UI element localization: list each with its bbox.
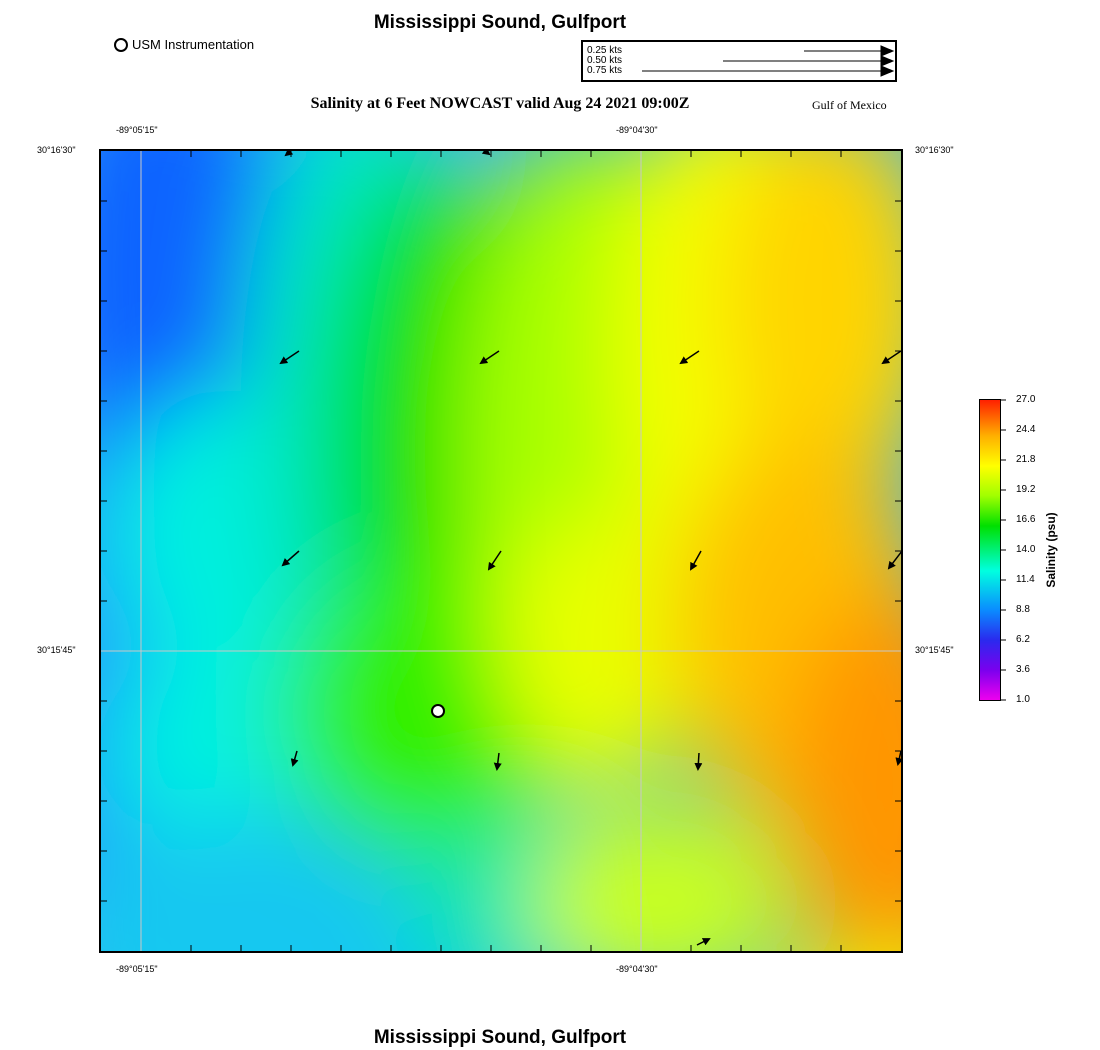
speed-label-3: 0.75 kts xyxy=(587,65,623,76)
colorbar-label: 3.6 xyxy=(1016,664,1030,675)
colorbar-label: 11.4 xyxy=(1016,574,1035,585)
bottom-lon-label-1: -89°05'15" xyxy=(116,964,158,974)
station-legend xyxy=(114,37,254,52)
speed-label-2: 0.50 kts xyxy=(587,55,623,66)
colorbar-label: 24.4 xyxy=(1016,424,1036,435)
usm-station-marker-icon[interactable] xyxy=(432,705,444,717)
top-lon-label-1: -89°05'15" xyxy=(116,125,158,135)
map-title: Mississippi Sound, Gulfport xyxy=(373,12,627,33)
colorbar-label: 1.0 xyxy=(1016,694,1030,705)
station-marker-icon xyxy=(114,38,128,52)
colorbar-title: Salinity (psu) xyxy=(1044,512,1058,588)
salinity-field xyxy=(101,151,901,951)
top-lon-label-2: -89°04'30" xyxy=(616,125,658,135)
colorbar-label: 27.0 xyxy=(1016,394,1036,405)
colorbar-label: 21.8 xyxy=(1016,454,1036,465)
colorbar-ticks xyxy=(1000,399,1010,701)
region-label: Gulf of Mexico xyxy=(812,98,887,112)
footer-title: Mississippi Sound, Gulfport xyxy=(373,1027,627,1048)
map-subtitle: Salinity at 6 Feet NOWCAST valid Aug 24 2021 09:00Z xyxy=(310,95,690,112)
left-lat-label-2: 30°15'45" xyxy=(37,645,76,655)
salinity-map[interactable] xyxy=(99,149,903,953)
colorbar-label: 16.6 xyxy=(1016,514,1036,525)
colorbar-label: 8.8 xyxy=(1016,604,1030,615)
colorbar-label: 14.0 xyxy=(1016,544,1036,555)
left-lat-label-1: 30°16'30" xyxy=(37,145,76,155)
colorbar-label: 19.2 xyxy=(1016,484,1036,495)
speed-label-1: 0.25 kts xyxy=(587,45,623,56)
speed-arrows-icon xyxy=(583,42,895,80)
salinity-colorbar xyxy=(979,399,1001,701)
colorbar-label: 6.2 xyxy=(1016,634,1030,645)
right-lat-label-2: 30°15'45" xyxy=(915,645,954,655)
right-lat-label-1: 30°16'30" xyxy=(915,145,954,155)
current-speed-legend xyxy=(581,40,897,82)
current-arrow-icon xyxy=(698,753,699,769)
station-legend-label: USM Instrumentation xyxy=(132,37,255,52)
bottom-lon-label-2: -89°04'30" xyxy=(616,964,658,974)
